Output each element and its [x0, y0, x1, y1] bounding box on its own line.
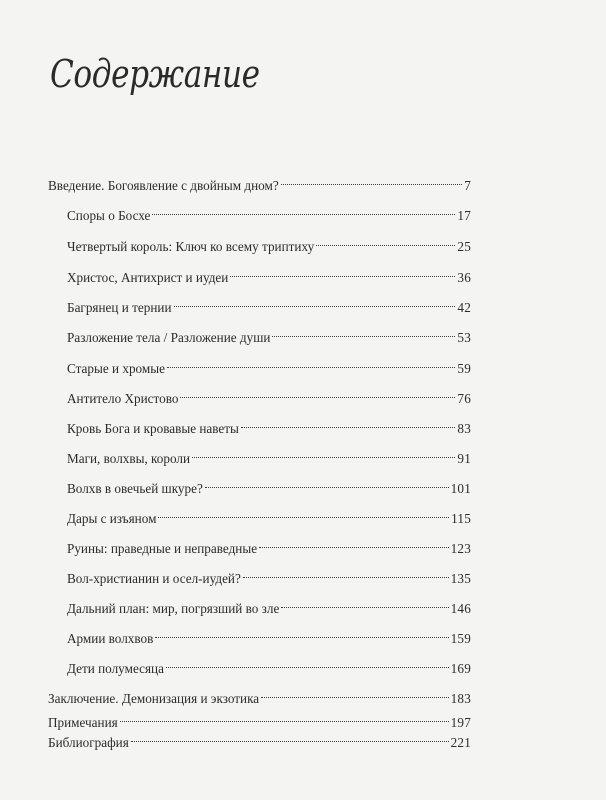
toc-entry-title: Багрянец и тернии: [67, 300, 172, 315]
toc-entry: [48, 707, 471, 730]
toc-dot-leader: [120, 707, 449, 727]
toc-entry-page: 123: [450, 541, 471, 556]
toc-entry-page: 101: [450, 481, 471, 496]
toc-entry-title: Введение. Богоявление с двойным дном?: [48, 178, 279, 193]
toc-entry: [67, 593, 471, 616]
toc-entry-page: 146: [450, 601, 471, 616]
toc-entry-page: 169: [450, 661, 471, 676]
toc-entry: [48, 683, 471, 706]
toc-dot-leader: [272, 322, 455, 342]
toc-dot-leader: [261, 683, 448, 703]
toc-entry-page: 183: [450, 691, 471, 706]
toc-entry-page: 197: [450, 715, 471, 730]
toc-entry: [67, 322, 471, 345]
toc-entry-title: Примечания: [48, 715, 118, 730]
toc-entry: [67, 413, 471, 436]
toc-dot-leader: [281, 170, 463, 190]
toc-entry-title: Заключение. Демонизация и экзотика: [48, 691, 260, 706]
toc-entry: [67, 503, 471, 526]
toc-entry-title: Разложение тела / Разложение души: [67, 330, 271, 345]
toc-entry-page: 91: [457, 451, 471, 466]
toc-entry: [67, 443, 471, 466]
toc-entry-page: 59: [457, 361, 471, 376]
toc-dot-leader: [316, 231, 455, 251]
toc-entry-page: 17: [457, 208, 471, 223]
toc-entry-page: 135: [450, 571, 471, 586]
toc-dot-leader: [205, 473, 449, 493]
toc-dot-leader: [152, 200, 455, 220]
toc-entry: [67, 623, 471, 646]
toc-entry-title: Маги, волхвы, короли: [67, 451, 191, 466]
toc-entry-title: Армии волхвов: [67, 631, 154, 646]
toc-entry-title: Четвертый король: Ключ ко всему триптиху: [67, 239, 315, 254]
toc-entry: [67, 473, 471, 496]
toc-entry: [67, 653, 471, 676]
toc-entry: [67, 200, 471, 223]
toc-dot-leader: [281, 593, 448, 613]
toc-entry: [48, 170, 471, 193]
toc-entry-page: 53: [457, 330, 471, 345]
toc-entry-page: 159: [450, 631, 471, 646]
toc-dot-leader: [155, 623, 448, 643]
toc-entry: [67, 353, 471, 376]
toc-dot-leader: [131, 727, 449, 747]
toc-entry: [67, 533, 471, 556]
toc-entry-page: 7: [464, 178, 471, 193]
toc-dot-leader: [166, 653, 449, 673]
toc-entry: [48, 727, 471, 750]
toc-entry: [67, 383, 471, 406]
toc-dot-leader: [158, 503, 449, 523]
toc-entry-page: 76: [457, 391, 471, 406]
toc-dot-leader: [259, 533, 449, 553]
toc-entry-title: Дети полумесяца: [67, 661, 164, 676]
toc-entry-title: Споры о Босхе: [67, 208, 151, 223]
toc-entry-title: Волхв в овечьей шкуре?: [67, 481, 203, 496]
toc-entry-page: 115: [451, 511, 471, 526]
toc-entry-page: 83: [457, 421, 471, 436]
toc-entry: [67, 262, 471, 285]
toc-dot-leader: [192, 443, 455, 463]
toc-entry-title: Дальний план: мир, погрязший во зле: [67, 601, 280, 616]
toc-dot-leader: [167, 353, 455, 373]
toc-entry-title: Христос, Антихрист и иудеи: [67, 270, 229, 285]
toc-dot-leader: [243, 563, 449, 583]
toc-entry-page: 42: [457, 300, 471, 315]
toc-entry: [67, 231, 471, 254]
toc-entry-title: Антитело Христово: [67, 391, 179, 406]
toc-dot-leader: [230, 262, 455, 282]
toc-dot-leader: [174, 292, 456, 312]
toc-entry-title: Дары с изъяном: [67, 511, 157, 526]
toc-entry-page: 25: [457, 239, 471, 254]
toc-entry-page: 221: [450, 735, 471, 750]
toc-entry: [67, 563, 471, 586]
toc-entry-page: 36: [457, 270, 471, 285]
toc-entry-title: Вол-христианин и осел-иудей?: [67, 571, 241, 586]
page-title: Содержание: [50, 52, 260, 96]
toc-dot-leader: [180, 383, 455, 403]
toc-dot-leader: [241, 413, 456, 433]
toc-entry-title: Старые и хромые: [67, 361, 165, 376]
toc-entry: [67, 292, 471, 315]
toc-entry-title: Кровь Бога и кровавые наветы: [67, 421, 239, 436]
toc-entry-title: Библиография: [48, 735, 129, 750]
toc-entry-title: Руины: праведные и неправедные: [67, 541, 258, 556]
